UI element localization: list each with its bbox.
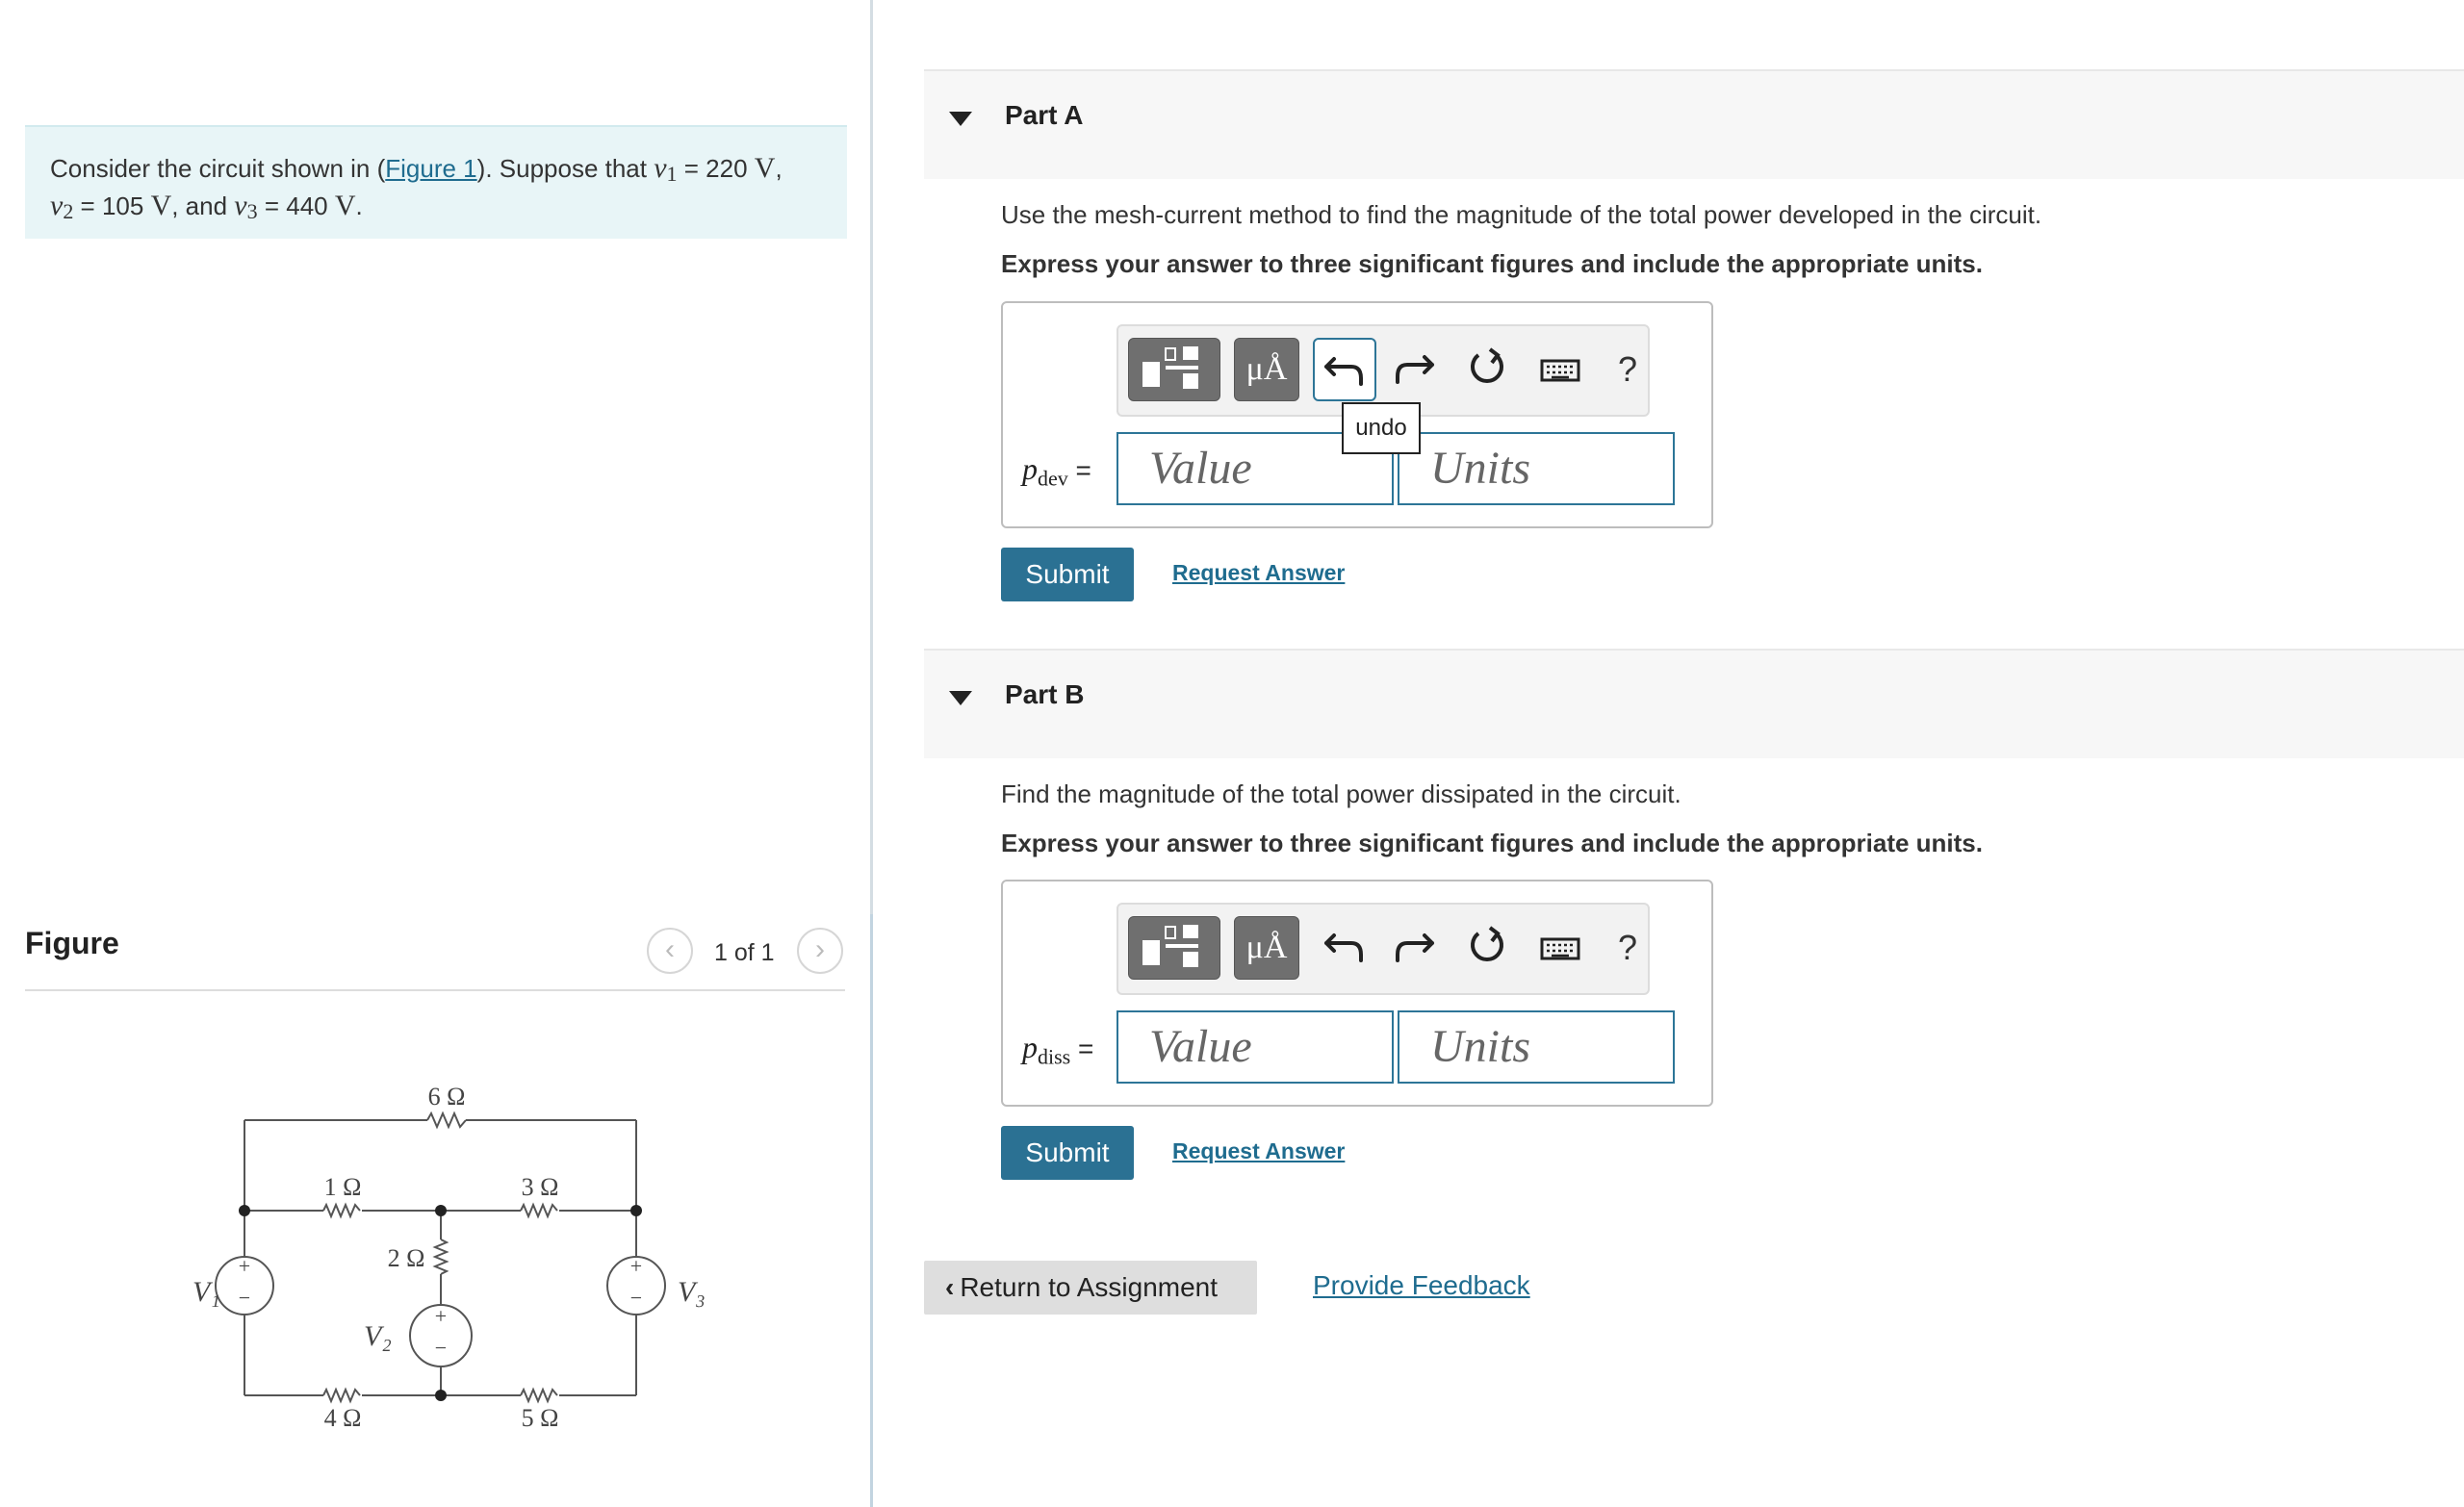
label-3-ohm: 3 Ω xyxy=(521,1173,559,1201)
v2-symbol: v xyxy=(50,190,64,221)
collapse-caret-icon[interactable] xyxy=(949,112,972,126)
svg-text:−: − xyxy=(238,1286,251,1310)
reset-icon xyxy=(1457,338,1517,397)
provide-feedback-link[interactable]: Provide Feedback xyxy=(1313,1270,1530,1300)
part-b-header[interactable] xyxy=(924,649,2464,758)
templates-button[interactable] xyxy=(1128,916,1220,980)
v3-symbol: v xyxy=(234,190,247,221)
label-v2: V₂ xyxy=(364,1320,392,1352)
v3-equals: = 440 xyxy=(257,192,335,220)
undo-button[interactable] xyxy=(1313,916,1376,980)
and-text: , and xyxy=(171,192,235,220)
help-icon: ? xyxy=(1617,928,1638,967)
next-figure-button[interactable] xyxy=(797,928,843,974)
chevron-left-icon: ‹ xyxy=(665,933,675,965)
resistor-6-ohm xyxy=(427,1113,466,1127)
problem-statement xyxy=(25,125,847,239)
keyboard-button[interactable] xyxy=(1528,338,1592,401)
figure-heading: Figure xyxy=(25,926,119,960)
units-button[interactable] xyxy=(1234,916,1299,980)
v1-subscript: 1 xyxy=(666,162,678,186)
figure-1-link[interactable]: Figure 1 xyxy=(385,154,477,183)
part-b-instruction: Express your answer to three significant figures and include the appropriate units. xyxy=(1001,829,1983,857)
label-v3: V₃ xyxy=(678,1276,706,1308)
equals-sign: = xyxy=(1067,455,1091,485)
v2-equals: = 105 xyxy=(73,192,151,220)
reset-button[interactable] xyxy=(1455,338,1519,401)
redo-icon xyxy=(1384,916,1444,976)
templates-button[interactable] xyxy=(1128,338,1220,401)
problem-text-prefix: Consider the circuit shown in ( xyxy=(50,154,386,183)
var-subscript: diss xyxy=(1038,1044,1071,1069)
keyboard-icon xyxy=(1530,916,1590,976)
value-input[interactable]: Value xyxy=(1116,1010,1394,1084)
units-icon: μÅ xyxy=(1245,351,1288,387)
value-input[interactable]: Value xyxy=(1116,432,1394,505)
keyboard-button[interactable] xyxy=(1528,916,1592,980)
period: . xyxy=(355,192,363,220)
templates-icon xyxy=(1129,917,1221,981)
units-icon: μÅ xyxy=(1245,930,1288,965)
templates-icon xyxy=(1129,339,1221,402)
v1-unit: V xyxy=(754,152,776,184)
redo-button[interactable] xyxy=(1382,916,1446,980)
part-b-submit-button[interactable]: Submit xyxy=(1001,1126,1134,1180)
undo-button[interactable] xyxy=(1313,338,1376,401)
part-b-question: Find the magnitude of the total power dissipated in the circuit. xyxy=(1001,779,1681,808)
var-symbol: p xyxy=(1022,451,1038,486)
label-4-ohm: 4 Ω xyxy=(323,1404,362,1432)
label-v1: V₁ xyxy=(192,1276,220,1308)
panel-divider-accent xyxy=(870,914,873,1507)
label-1-ohm: 1 Ω xyxy=(323,1173,362,1201)
svg-text:+: + xyxy=(629,1254,643,1278)
comma: , xyxy=(775,154,783,183)
undo-icon xyxy=(1315,340,1374,399)
resistor-2-ohm xyxy=(435,1239,447,1274)
redo-icon xyxy=(1384,338,1444,397)
resistor-1-ohm xyxy=(323,1205,360,1216)
resistor-5-ohm xyxy=(521,1390,557,1401)
svg-text:−: − xyxy=(629,1286,643,1310)
undo-tooltip: undo xyxy=(1342,402,1421,454)
v2-subscript: 2 xyxy=(63,199,74,223)
units-input[interactable]: Units xyxy=(1398,1010,1675,1084)
return-to-assignment-button[interactable] xyxy=(924,1261,1257,1315)
figure-pager: 1 of 1 xyxy=(714,939,775,966)
figure-divider xyxy=(25,989,845,991)
var-symbol: p xyxy=(1022,1030,1038,1064)
reset-icon xyxy=(1457,916,1517,976)
label-2-ohm: 2 Ω xyxy=(387,1244,425,1272)
circuit-diagram xyxy=(154,1068,751,1453)
undo-icon xyxy=(1315,916,1374,976)
reset-button[interactable] xyxy=(1455,916,1519,980)
prev-figure-button[interactable] xyxy=(647,928,693,974)
part-a-instruction: Express your answer to three significant figures and include the appropriate units. xyxy=(1001,249,1983,278)
return-label: Return to Assignment xyxy=(960,1272,1219,1302)
svg-text:−: − xyxy=(434,1336,448,1360)
help-icon: ? xyxy=(1617,349,1638,389)
part-b-answer-box xyxy=(1001,880,1713,1107)
v1-symbol: v xyxy=(654,152,667,184)
v3-unit: V xyxy=(334,190,356,221)
chevron-left-icon: ‹ xyxy=(945,1272,955,1302)
v1-equals: = 220 xyxy=(677,154,755,183)
problem-text-suffix: ). Suppose that xyxy=(476,154,654,183)
svg-text:+: + xyxy=(238,1254,251,1278)
svg-text:+: + xyxy=(434,1304,448,1328)
units-button[interactable] xyxy=(1234,338,1299,401)
part-a-question: Use the mesh-current method to find the magnitude of the total power developed in the circuit. xyxy=(1001,200,2042,229)
part-a-header[interactable] xyxy=(924,69,2464,179)
part-a-submit-button[interactable]: Submit xyxy=(1001,548,1134,601)
chevron-right-icon: › xyxy=(815,933,825,965)
help-button[interactable] xyxy=(1596,916,1659,980)
v2-unit: V xyxy=(150,190,172,221)
part-a-request-answer-link[interactable]: Request Answer xyxy=(1172,560,1346,585)
help-button[interactable] xyxy=(1596,338,1659,401)
label-5-ohm: 5 Ω xyxy=(521,1404,559,1432)
v3-subscript: 3 xyxy=(246,199,258,223)
resistor-3-ohm xyxy=(521,1205,557,1216)
pdev-label xyxy=(1022,451,1091,492)
part-b-title: Part B xyxy=(1005,679,1085,709)
resistor-4-ohm xyxy=(323,1390,360,1401)
units-input[interactable]: Units xyxy=(1398,432,1675,505)
label-6-ohm: 6 Ω xyxy=(427,1083,466,1111)
part-a-title: Part A xyxy=(1005,100,1084,130)
math-toolbar xyxy=(1116,903,1650,995)
collapse-caret-icon[interactable] xyxy=(949,691,972,705)
var-subscript: dev xyxy=(1038,466,1068,491)
keyboard-icon xyxy=(1530,338,1590,397)
redo-button[interactable] xyxy=(1382,338,1446,401)
part-b-request-answer-link[interactable]: Request Answer xyxy=(1172,1138,1346,1163)
equals-sign: = xyxy=(1070,1034,1094,1063)
pdiss-label xyxy=(1022,1030,1093,1070)
